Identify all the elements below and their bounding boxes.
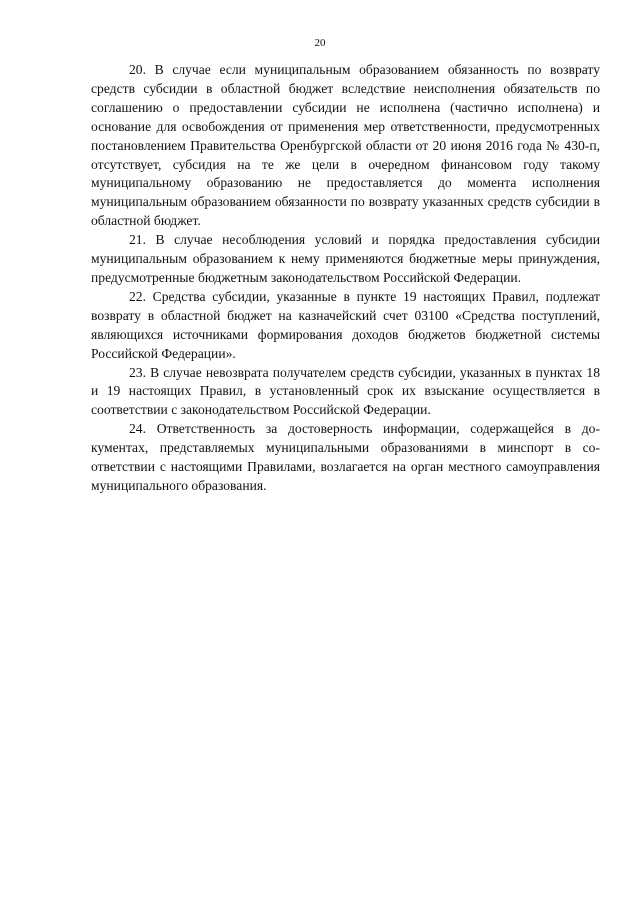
page-number: 20: [314, 37, 326, 49]
paragraph-22: 22. Средства субсидии, указанные в пункте 19 настоящих Правил, подлежат возврату в областной бюджет на казначейский счет 03100 «Средства поступлений, являющихся источниками формирования доходов бюджетов бюджетной системы Российской Федерации».: [91, 288, 600, 361]
paragraph-20: 20. В случае если муниципальным образованием обязанность по возврату средств субсидии в областной бюджет вследствие неисполнения обязательств по соглашению о предоставлении субсидии не исполнена (частично исполнена) и основание для освобождения от применения мер ответственности, предусмотренных постановлением Правительства Оренбургской области от 20 июня 2016 года № 430-п, отсутствует, субсидия на те же цели в очередном финансовом году такому муниципальному образованию не предоставляется до момента исполнения муниципальным образованием обязанности по возврату указанных средств субсидии в областной бюджет.: [91, 62, 600, 229]
document-body: [91, 61, 600, 496]
paragraph-23: 23. В случае невозврата получателем средств субсидии, указанных в пунктах 18 и 19 настоящих Правил, в установленный срок их взыскание осуществляется в соответствии с законодательством Российской Федерации.: [91, 364, 600, 418]
paragraph-24: 24. Ответственность за достоверность информации, содержащейся в документах, представляемых муниципальными образованиями в минспорт в соответствии с настоящими Правилами, возлагается на орган местного самоуправления муниципального образования.: [91, 421, 600, 493]
paragraph-21: 21. В случае несоблюдения условий и порядка предоставления субсидии муниципальным образованием к нему применяются бюджетные меры принуждения, предусмотренные бюджетным законодательством Российской Федерации.: [91, 232, 600, 285]
